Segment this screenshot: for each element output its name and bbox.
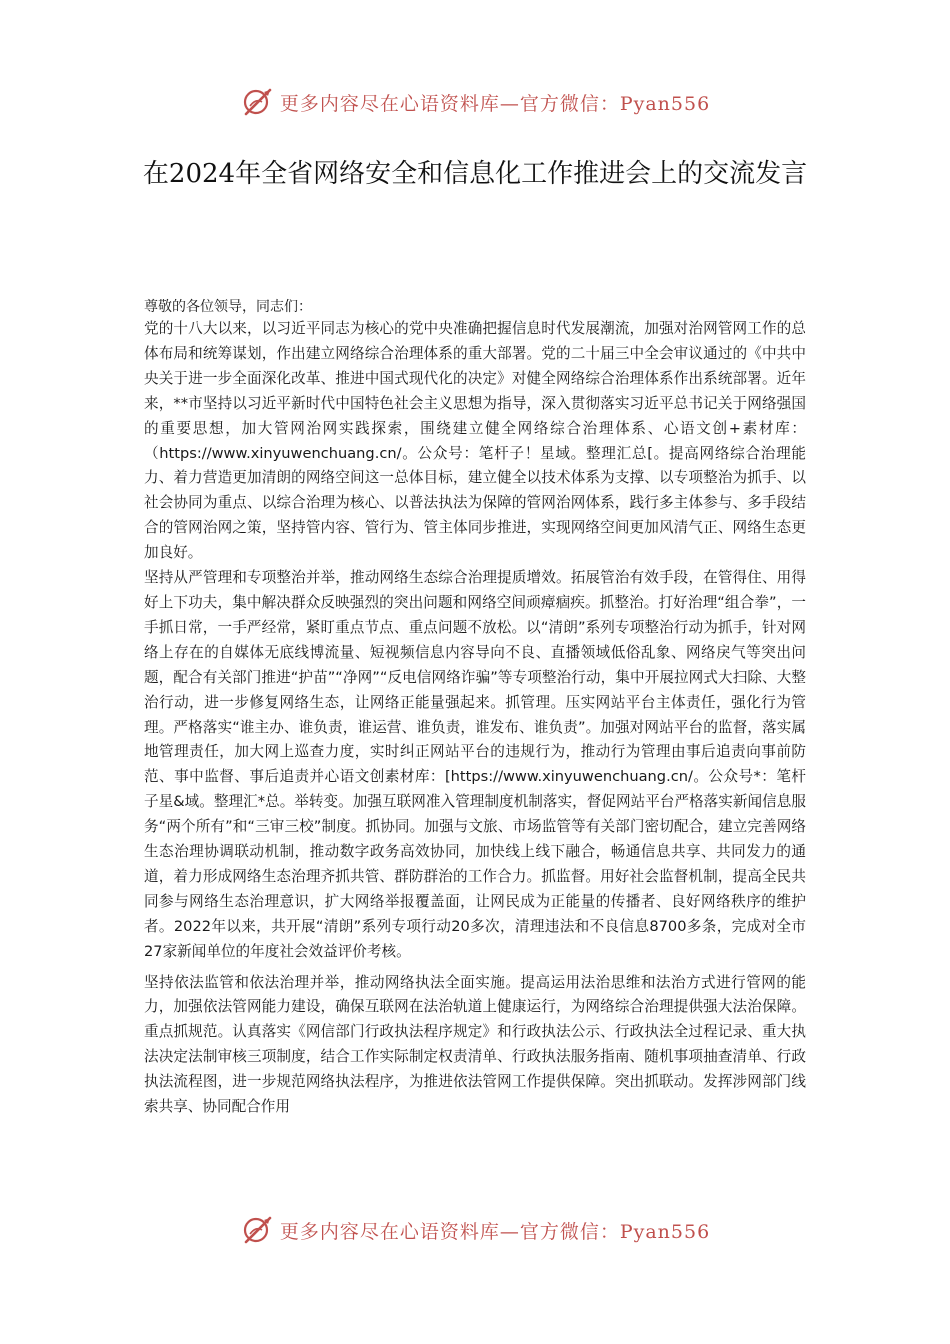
footer-banner xyxy=(0,1210,950,1250)
pen-logo-icon xyxy=(240,84,276,120)
paragraph: 党的十八大以来，以习近平同志为核心的党中央准确把握信息时代发展潮流，加强对治网管网工作的总体布局和统筹谋划，作出建立网络综合治理体系的重大部署。党的二十届三中全会审议通过的《中共中央关于进一步全面深化改革、推进中国式现代化的决定》对健全网络综合治理体系作出系统部署。近年来，**市坚持以习近平新时代中国特色社会主义思想为指导，深入贯彻落实习近平总书记关于网络强国的重要思想，加大管网治网实践探索，围绕建立健全网络综合治理体系、心语文创+素材库：（https://www.xinyuwenchuang.cn/。公众号：笔杆子！星域。整理汇总[。提高网络综合治理能力、着力营造更加清朗的网络空间这一总体目标，建立健全以技术体系为支撑、以专项整治为抓手、以社会协同为重点、以综合治理为核心、以普法执法为保障的管网治网体系，践行多主体参与、多手段结合的管网治网之策，坚持管内容、管行为、管主体同步推进，实现网络空间更加风清气正、网络生态更加良好。 xyxy=(144,320,806,562)
pen-logo-icon xyxy=(240,1212,276,1248)
paragraph: 坚持依法监管和依法治理并举，推动网络执法全面实施。提高运用法治思维和法治方式进行管网的能力，加强依法管网能力建设，确保互联网在法治轨道上健康运行，为网络综合治理提供强大法治保障。重点抓规范。认真落实《网信部门行政执法程序规定》和行政执法公示、行政执法全过程记录、重大执法决定法制审核三项制度，结合工作实际制定权责清单、行政执法服务指南、随机事项抽查清单、行政执法流程图，进一步规范网络执法程序，为推进依法管网工作提供保障。突出抓联动。发挥涉网部门线索共享、协同配合作用 xyxy=(144,973,806,1116)
document-body xyxy=(144,297,806,1120)
document-title: 在2024年全省网络安全和信息化工作推进会上的交流发言 xyxy=(142,159,808,189)
header-banner xyxy=(0,82,950,122)
paragraph: 坚持从严管理和专项整治并举，推动网络生态综合治理提质增效。拓展管治有效手段，在管得住、用得好上下功夫，集中解决群众反映强烈的突出问题和网络空间顽瘴痼疾。抓整治。打好治理“组合拳”，一手抓日常，一手严经常，紧盯重点节点、重点问题不放松。以“清朗”系列专项整治行动为抓手，针对网络上存在的自媒体无底线博流量、短视频信息内容导向不良、直播领域低俗乱象、网络戾气等突出问题，配合有关部门推进“护苗”“净网”“反电信网络诈骗”等专项整治行动，集中开展拉网式大扫除、大整治行动，进一步修复网络生态，让网络正能量强起来。抓管理。压实网站平台主体责任，强化行为管理。严格落实“谁主办、谁负责，谁运营、谁负责，谁发布、谁负责”。加强对网站平台的监督，落实属地管理责任，加大网上巡查力度，实时纠正网站平台的违规行为，推动行为管理由事后追责向事前防范、事中监督、事后追责并心语文创素材库：[https://www.xinyuwenchuang.cn/。公众号*：笔杆子星&域。整理汇*总。举转变。加强互联网准入管理制度机制落实，督促网站平台严格落实新闻信息服务“两个所有”和“三审三校”制度。抓协同。加强与文旅、市场监管等有关部门密切配合，建立完善网络生态治理协调联动机制，推动数字政务高效协同，加快线上线下融合，畅通信息共享、共同发力的通道，着力形成网络生态治理齐抓共管、群防群治的工作合力。抓监督。用好社会监督机制，提高全民共同参与网络生态治理意识，扩大网络举报覆盖面，让网民成为正能量的传播者、良好网络秩序的维护者。2022年以来，共开展“清朗”系列专项行动20多次，清理违法和不良信息8700多条，完成对全市27家新闻单位的年度社会效益评价考核。 xyxy=(144,569,806,960)
salutation: 尊敬的各位领导，同志们： xyxy=(144,299,312,315)
banner-text: 更多内容尽在心语资料库—官方微信：Pyan556 xyxy=(279,92,711,115)
banner-text: 更多内容尽在心语资料库—官方微信：Pyan556 xyxy=(279,1220,711,1243)
